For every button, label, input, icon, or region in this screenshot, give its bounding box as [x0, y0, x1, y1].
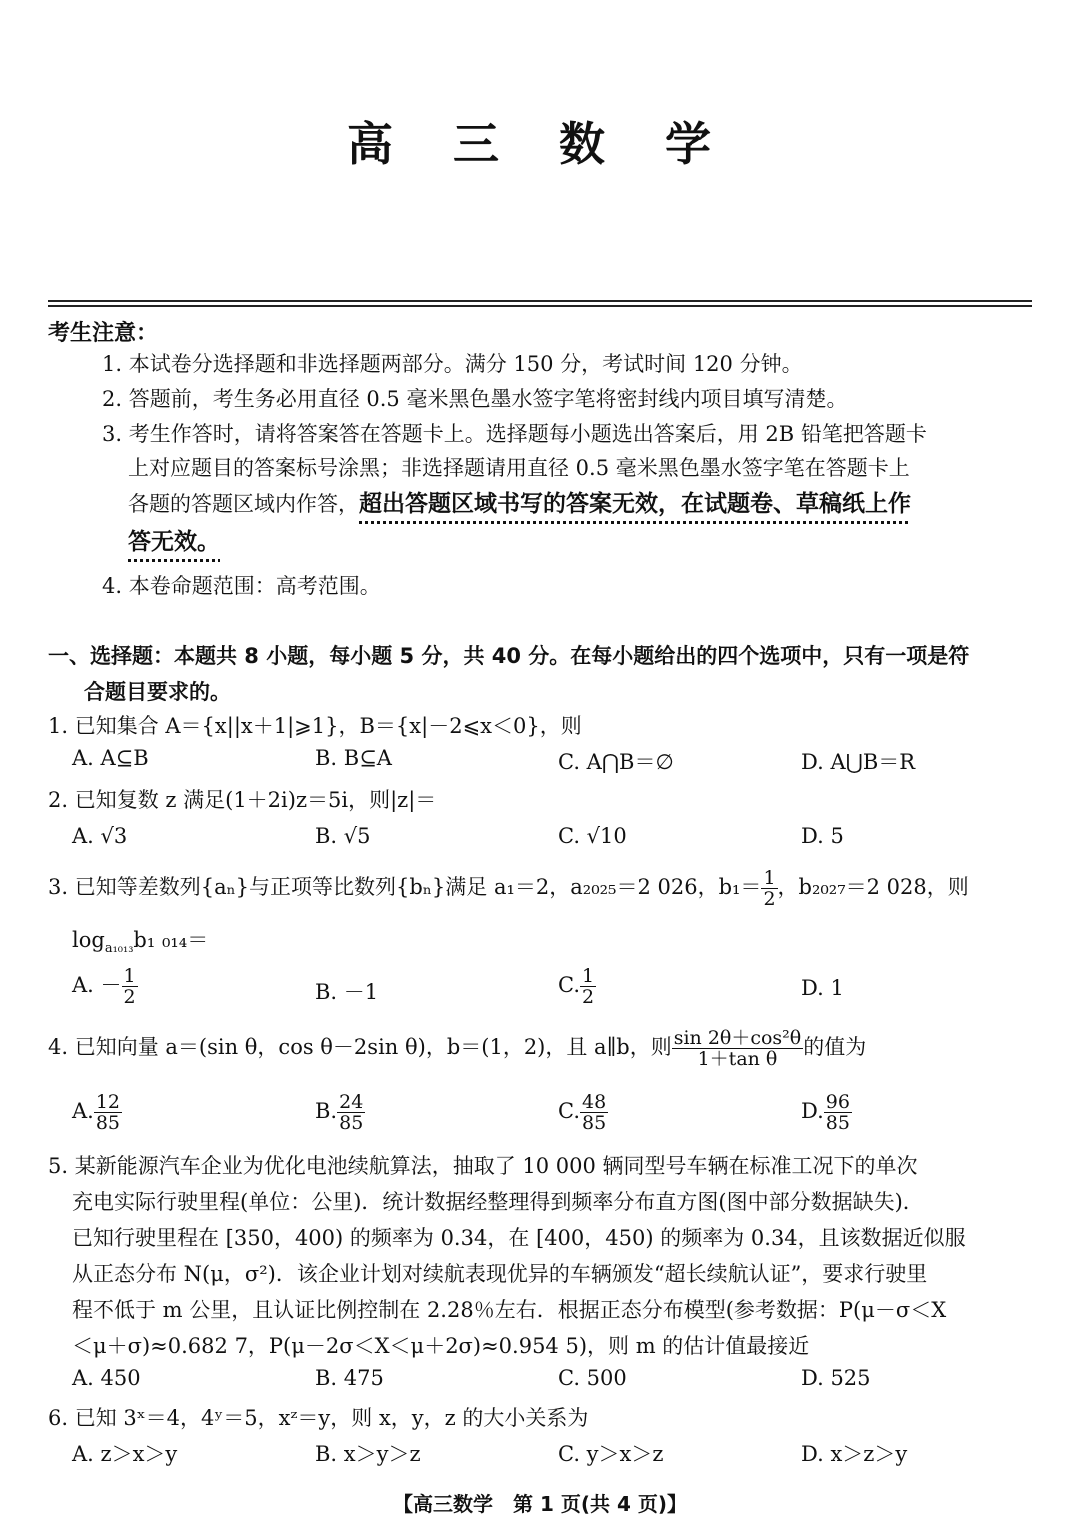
question-2-stem: 2. 已知复数 z 满足(1＋2i)z＝5i，则|z|＝: [48, 788, 437, 812]
question-4-stem-part1: 4. 已知向量 a＝(sin θ，cos θ－2sin θ)，b＝(1，2)，且 a∥b，则: [48, 1035, 672, 1059]
notice-emphasis-end: 答无效。: [128, 529, 220, 555]
option-a-label: A. －: [72, 973, 122, 997]
notice-heading: 考生注意：: [48, 321, 159, 346]
question-5-option-d: D. 525: [801, 1366, 871, 1390]
question-1-stem: 1. 已知集合 A＝{x||x＋1|⩾1}，B＝{x|－2⩽x＜0}，则: [48, 714, 582, 738]
option-c-fraction: [580, 966, 596, 1007]
question-3-option-c: [558, 966, 596, 1007]
fraction-numerator: 12: [95, 1091, 121, 1113]
section-heading: 一、选择题：本题共 8 小题，每小题 5 分，共 40 分。在每小题给出的四个选项中，只有一项是符: [48, 644, 970, 668]
question-5-line-2: 充电实际行驶里程(单位：公里)．统计数据经整理得到频率分布直方图(图中部分数据缺失)．: [72, 1190, 924, 1214]
notice-item-2: 2. 答题前，考生务必用直径 0.5 毫米黑色墨水签字笔将密封线内项目填写清楚。: [102, 387, 848, 411]
question-4-option-d: [801, 1092, 852, 1133]
log-base: a₁₀₁₃: [104, 941, 134, 957]
question-5-option-c: C. 500: [558, 1366, 627, 1390]
page-footer: 【高三数学 第 1 页(共 4 页)】: [393, 1492, 687, 1516]
question-5-line-4: 从正态分布 N(μ，σ²)．该企业计划对续航表现优异的车辆颁发“超长续航认证”，要求行驶里: [72, 1262, 928, 1286]
question-4-option-b: [315, 1092, 365, 1133]
question-3-fraction: [761, 868, 777, 909]
fraction-numerator: 48: [582, 1091, 607, 1113]
option-a-label: A.: [72, 1099, 94, 1123]
fraction-numerator: 1: [763, 867, 776, 889]
option-b-fraction: [337, 1092, 365, 1133]
question-2-option-a: A. √3: [72, 824, 128, 848]
fraction-denominator: 85: [95, 1112, 121, 1134]
question-4-stem: [48, 1028, 866, 1069]
page-title: 高 三 数 学: [346, 117, 734, 171]
question-2-option-b: B. √5: [315, 824, 371, 848]
fraction-numerator: 24: [339, 1091, 364, 1113]
question-5-line-1: 5. 某新能源汽车企业为优化电池续航算法，抽取了 10 000 辆同型号车辆在标准工况下的单次: [48, 1154, 918, 1178]
option-a-fraction: [122, 966, 138, 1007]
question-3-option-b: B. －1: [315, 980, 379, 1004]
fraction-denominator: 2: [582, 986, 595, 1008]
question-3-stem: [48, 868, 969, 909]
header-rule: [48, 300, 1032, 302]
question-3-stem-part2: ，b₂₀₂₇＝2 028，则: [777, 875, 969, 899]
fraction-numerator: 1: [582, 965, 595, 987]
option-d-fraction: [824, 1092, 852, 1133]
notice-item-1: 1. 本试卷分选择题和非选择题两部分。满分 150 分，考试时间 120 分钟。: [102, 352, 803, 376]
question-6-stem: 6. 已知 3ˣ＝4，4ʸ＝5，xᶻ＝y，则 x，y，z 的大小关系为: [48, 1406, 589, 1430]
option-d-label: D.: [801, 1099, 824, 1123]
fraction-numerator: 96: [825, 1091, 850, 1113]
question-3-stem-line2: [72, 924, 208, 956]
fraction-numerator: 1: [123, 965, 136, 987]
notice-item-4: 4. 本卷命题范围：高考范围。: [102, 574, 381, 598]
option-b-label: B.: [315, 1099, 338, 1123]
question-1-option-d: D. A⋃B＝R: [801, 750, 916, 774]
option-c-label: C.: [558, 973, 580, 997]
question-4-option-a: [72, 1092, 122, 1133]
question-3-stem-part1: 3. 已知等差数列{aₙ}与正项等比数列{bₙ}满足 a₁＝2，a₂₀₂₅＝2 026，b₁＝: [48, 875, 762, 899]
question-2-option-d: D. 5: [801, 824, 844, 848]
question-6-option-b: B. x＞y＞z: [315, 1442, 421, 1466]
fraction-denominator: 85: [825, 1112, 850, 1134]
notice-item-3: 3. 考生作答时，请将答案答在答题卡上。选择题每小题选出答案后，用 2B 铅笔把答题卡: [102, 422, 927, 446]
question-1-option-c: C. A⋂B＝∅: [558, 750, 674, 774]
option-c-label: C.: [558, 1099, 580, 1123]
question-1-option-b: B. B⊆A: [315, 746, 392, 770]
notice-item-3-line2: 上对应题目的答案标号涂黑；非选择题请用直径 0.5 毫米黑色墨水签字笔在答题卡上: [128, 456, 910, 480]
question-5-option-b: B. 475: [315, 1366, 384, 1390]
notice-item-3-line3-text: 各题的答题区域内作答，: [128, 492, 359, 516]
section-heading-line2: 合题目要求的。: [84, 680, 231, 704]
question-6-option-a: A. z＞x＞y: [72, 1442, 178, 1466]
question-5-line-3: 已知行驶里程在 [350，400) 的频率为 0.34，在 [400，450) 的频率为 0.34，且该数据近似服: [72, 1226, 966, 1250]
fraction-denominator: 2: [123, 986, 136, 1008]
header-rule-second: [48, 305, 1032, 307]
notice-emphasis-line2: [128, 526, 220, 558]
notice-item-3-line3: [128, 488, 911, 520]
question-3-option-a: [72, 966, 138, 1007]
fraction-denominator: 1＋tan θ: [697, 1048, 778, 1070]
fraction-denominator: 85: [339, 1112, 364, 1134]
question-1-option-a: A. A⊆B: [72, 746, 149, 770]
option-a-fraction: [94, 1092, 122, 1133]
fraction-denominator: 85: [582, 1112, 607, 1134]
log-text: log: [72, 928, 105, 952]
option-c-fraction: [580, 1092, 608, 1133]
fraction-denominator: 2: [763, 888, 776, 910]
question-4-expression: [672, 1028, 804, 1069]
notice-emphasis: 超出答题区域书写的答案无效，在试题卷、草稿纸上作: [359, 491, 911, 517]
question-5-line-6: ＜μ＋σ)≈0.682 7，P(μ－2σ＜X＜μ＋2σ)≈0.954 5)，则 m 的估计值最接近: [72, 1334, 810, 1358]
question-5-option-a: A. 450: [72, 1366, 141, 1390]
question-6-option-d: D. x＞z＞y: [801, 1442, 908, 1466]
question-3-option-d: D. 1: [801, 976, 844, 1000]
fraction-numerator: sin 2θ＋cos²θ: [673, 1027, 802, 1049]
question-5-line-5: 程不低于 m 公里，且认证比例控制在 2.28％左右．根据正态分布模型(参考数据：P(μ－σ＜X: [72, 1298, 947, 1322]
question-4-option-c: [558, 1092, 608, 1133]
question-2-option-c: C. √10: [558, 824, 627, 848]
log-argument: b₁ ₀₁₄＝: [133, 928, 209, 952]
question-6-option-c: C. y＞x＞z: [558, 1442, 664, 1466]
question-4-stem-part2: 的值为: [803, 1035, 867, 1059]
